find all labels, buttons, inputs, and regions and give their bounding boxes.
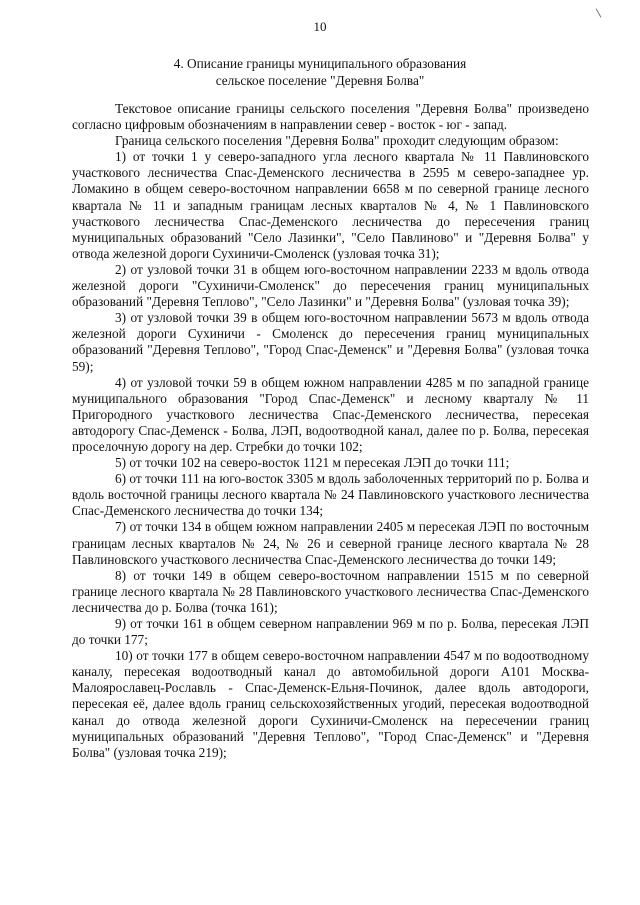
paragraph-intro: Текстовое описание границы сельского поселения "Деревня Болва" произведено согласно цифровым обозначениям в направлении север - восток - юг - запад. (72, 101, 589, 133)
section-heading (0, 55, 640, 89)
document-body (72, 101, 589, 761)
paragraph-item-3: 3) от узловой точки 39 в общем юго-восточном направлении 5673 м вдоль отвода железной дороги Сухиничи - Смоленск до пересечения границ муниципальных образований "Деревня Теплово", "Город Спас-Деменск" и "Деревня Болва" (узловая точка 59); (72, 310, 589, 374)
scan-mark (596, 8, 602, 17)
paragraph-item-2: 2) от узловой точки 31 в общем юго-восточном направлении 2233 м вдоль отвода железной дороги "Сухиничи-Смоленск" до пересечения границ муниципальных образований "Деревня Теплово", "Село Лазинки" и "Деревня Болва" (узловая точка 39); (72, 261, 589, 310)
paragraph-item-7: 7) от точки 134 в общем южном направлении 2405 м пересекая ЛЭП по восточным границам лесных кварталов № 24, № 26 и северной границе лесного квартала № 28 Павлиновского участкового лесничества Спас-Деменского лесничества до точки 149; (72, 519, 589, 567)
paragraph-item-1: 1) от точки 1 у северо-западного угла лесного квартала № 11 Павлиновского участкового лесничества Спас-Деменского лесничества в 2595 м северо-западнее ур. Ломакино в общем северо-восточном направлении 6658 м по северной границе лесного квартала № 11 и западным границам лесных кварталов № 4, № 1 Павлиновского участкового лесничества Спас-Деменского лесничества до пересечения границ муниципальных образований "Село Лазинки", "Село Павлиново" и "Деревня Болва" у отвода железной дороги Сухиничи-Смоленск (узловая точка 31); (72, 149, 589, 261)
paragraph-item-5: 5) от точки 102 на северо-восток 1121 м пересекая ЛЭП до точки 111; (115, 455, 510, 471)
page-number: 10 (313, 19, 327, 34)
paragraph-item-6: 6) от точки 111 на юго-восток 3305 м вдоль заболоченных территорий по р. Болва и вдоль восточной границы лесного квартала № 24 Павлиновского участкового лесничества Спас-Деменского лесничества до точки 134; (72, 471, 589, 519)
paragraph-item-4: 4) от узловой точки 59 в общем южном направлении 4285 м по западной границе муниципального образования "Город Спас-Деменск" и лесному кварталу № 11 Пригородного участкового лесничества Спас-Деменского лесничества, пересекая автодорогу Спас-Деменск - Болва, ЛЭП, водоотводной канал, далее по р. Болва, пересекая проселочную дорогу на дер. Стребки до точки 102; (72, 374, 589, 454)
paragraph-item-10: 10) от точки 177 в общем северо-восточном направлении 4547 м по водоотводному каналу, пересекая водоотводный канал до автомобильной дороги А101 Москва-Малоярославец-Рославль - Спас-Деменск-Ельня-Починок, далее вдоль автодороги, пересекая её, далее вдоль границ сельскохозяйственных угодий, пересекая водоотводной канал до отвода железной дороги Сухиничи-Смоленск на пересечении границ муниципальных образований "Деревня Теплово", "Город Спас-Деменск" и "Деревня Болва" (узловая точка 219); (72, 648, 589, 760)
paragraph-route-heading: Граница сельского поселения "Деревня Болва" проходит следующим образом: (115, 133, 559, 149)
paragraph-item-9: 9) от точки 161 в общем северном направлении 969 м по р. Болва, пересекая ЛЭП до точки 177; (72, 616, 589, 648)
section-heading-line-2: сельское поселение "Деревня Болва" (215, 73, 425, 88)
paragraph-item-8: 8) от точки 149 в общем северо-восточном направлении 1515 м по северной границе лесного квартала № 28 Павлиновского участкового лесничества Спас-Деменского лесничества до р. Болва (точка 161); (72, 567, 589, 615)
section-heading-line-1: 4. Описание границы муниципального образования (173, 56, 467, 71)
